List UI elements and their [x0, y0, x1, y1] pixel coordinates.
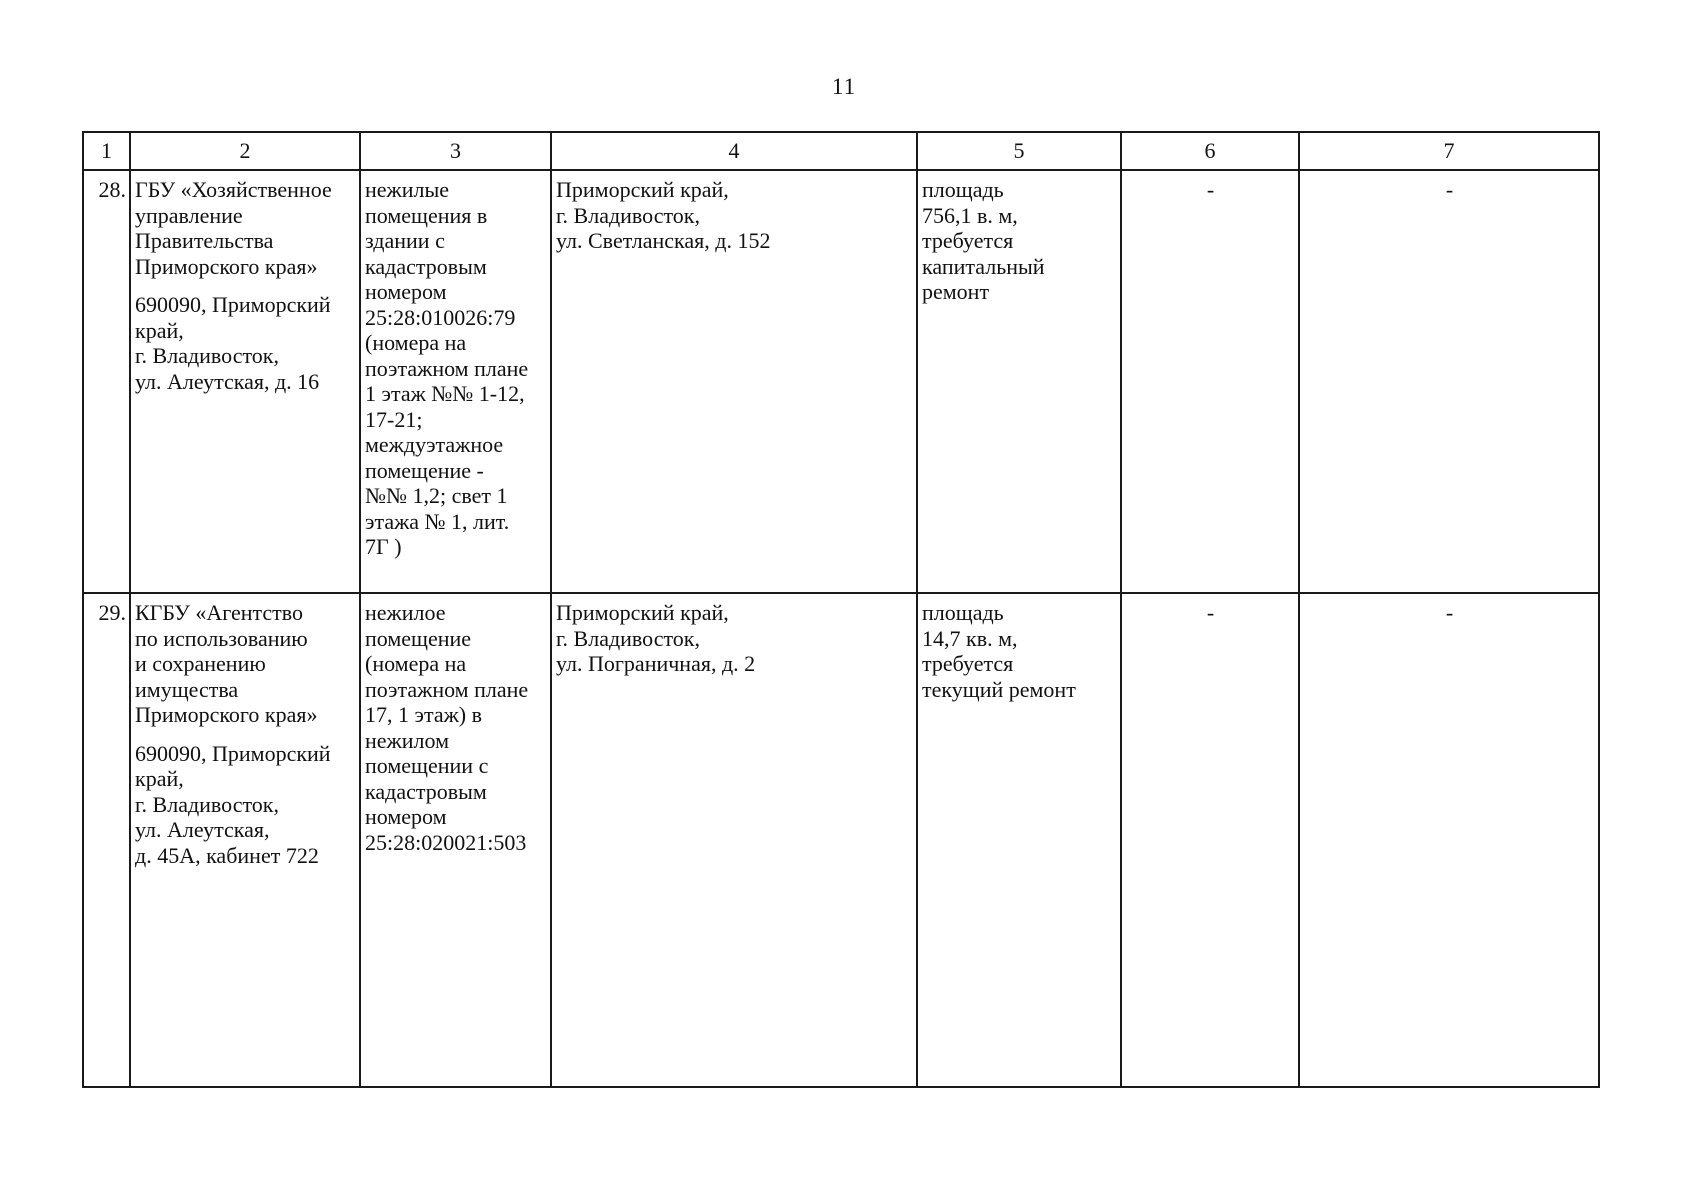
premises-cell: [360, 170, 551, 593]
column-header-2: 2: [130, 132, 360, 170]
column-header-1: 1: [83, 132, 130, 170]
column-header-6: 6: [1121, 132, 1299, 170]
organization-address: 690090, Приморский край, г. Владивосток, ул. Алеутская, д. 45А, кабинет 722: [135, 740, 331, 868]
organization-name: ГБУ «Хозяйственное управление Правительства Приморского края»: [135, 177, 332, 279]
property-location: Приморский край, г. Владивосток, ул. Светланская, д. 152: [556, 177, 771, 253]
location-cell: [551, 170, 917, 593]
column-6-cell: -: [1121, 170, 1299, 593]
premises-cell: [360, 593, 551, 1087]
row-number: 28.: [83, 170, 130, 593]
column-6-cell: -: [1121, 593, 1299, 1087]
organization-name: КГБУ «Агентство по использованию и сохранению имущества Приморского края»: [135, 600, 318, 727]
premises-description: нежилое помещение (номера на поэтажном плане 17, 1 этаж) в нежилом помещении с кадастровым номером 25:28:020021:503: [365, 600, 529, 855]
organization-address: 690090, Приморский край, г. Владивосток, ул. Алеутская, д. 16: [135, 292, 331, 394]
column-header-4: 4: [551, 132, 917, 170]
column-header-7: 7: [1299, 132, 1599, 170]
column-7-cell: -: [1299, 170, 1599, 593]
column-7-cell: -: [1299, 593, 1599, 1087]
organization-cell: [130, 593, 360, 1087]
row-number: 29.: [83, 593, 130, 1087]
premises-description: нежилые помещения в здании с кадастровым номером 25:28:010026:79 (номера на поэтажном плане 1 этаж №№ 1-12, 17-21; междуэтажное помещение - №№ 1,2; свет 1 этажа № 1, лит. 7Г ): [365, 177, 529, 559]
column-header-3: 3: [360, 132, 551, 170]
area-condition: площадь 756,1 в. м, требуется капитальный ремонт: [922, 177, 1045, 304]
table-row: [83, 170, 1599, 593]
organization-cell: [130, 170, 360, 593]
location-cell: [551, 593, 917, 1087]
area-condition: площадь 14,7 кв. м, требуется текущий ремонт: [922, 600, 1076, 702]
column-number-header-row: [83, 132, 1599, 170]
table-row: [83, 593, 1599, 1087]
property-location: Приморский край, г. Владивосток, ул. Пограничная, д. 2: [556, 600, 756, 676]
column-header-5: 5: [917, 132, 1121, 170]
page-number: 11: [831, 74, 857, 99]
area-cell: [917, 170, 1121, 593]
area-cell: [917, 593, 1121, 1087]
property-table: [82, 131, 1600, 1088]
